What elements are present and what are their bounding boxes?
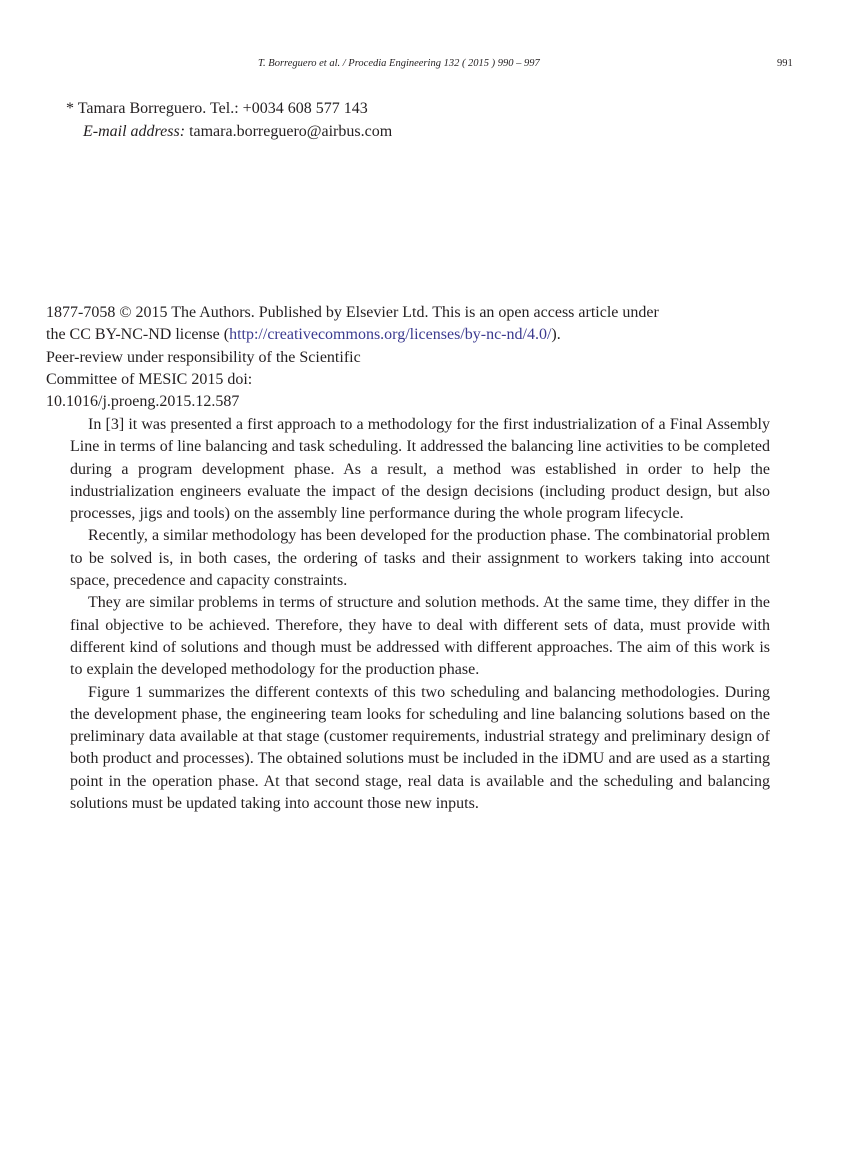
body-paragraph: They are similar problems in terms of structure and solution methods. At the same time, they differ in the final objective to be achieved. Therefore, they have to deal with different sets of data, must provide with different kind of solutions and though must be addressed with different approaches. The aim of this work is to explain the developed methodology for the production phase. [70, 594, 770, 679]
email-address: tamara.borreguero@airbus.com [189, 123, 393, 140]
page-number: 991 [777, 58, 793, 69]
author-contact-line: * Tamara Borreguero. Tel.: +0034 608 577 143 [66, 100, 368, 117]
license-line-with-link [46, 324, 786, 346]
license-block [46, 302, 786, 413]
doi-line: 10.1016/j.proeng.2015.12.587 [46, 393, 240, 411]
license-line: 1877-7058 © 2015 The Authors. Published by Elsevier Ltd. This is an open access article under [46, 304, 659, 321]
email-line [66, 120, 392, 143]
license-link[interactable]: http://creativecommons.org/licenses/by-nc-nd/4.0/ [229, 326, 552, 344]
body-paragraph: In [3] it was presented a first approach to a methodology for the first industrialization of a Final Assembly Line in terms of line balancing and task scheduling. It addressed the balancing line activities to be completed during a program development phase. As a result, a method was established in order to help the industrialization engineers evaluate the impact of the design decisions (including product design, but also processes, jigs and tools) on the assembly line performance during the whole program lifecycle. [70, 416, 770, 523]
author-footnote [66, 97, 392, 143]
body-paragraph: Recently, a similar methodology has been developed for the production phase. The combinatorial problem to be solved is, in both cases, the ordering of tasks and their assignment to workers taking into account space, precedence and capacity constraints. [70, 527, 770, 590]
running-header [0, 58, 846, 72]
peer-review-line: Peer-review under responsibility of the Scientific [46, 348, 361, 366]
article-body [70, 414, 770, 815]
committee-line: Committee of MESIC 2015 doi: [46, 370, 253, 388]
body-paragraph: Figure 1 summarizes the different contexts of this two scheduling and balancing methodologies. During the development phase, the engineering team looks for scheduling and line balancing solutions based on the preliminary data available at that stage (customer requirements, industrial strategy and preliminary design of both product and processes). The obtained solutions must be included in the iDMU and are used as a starting point in the operation phase. At that second stage, real data is available and the scheduling and balancing solutions must be updated taking into account those new inputs. [70, 683, 770, 813]
journal-citation: T. Borreguero et al. / Procedia Engineering 132 ( 2015 ) 990 – 997 [258, 58, 540, 69]
license-prefix: the CC BY-NC-ND license ( [46, 326, 230, 344]
email-label: E-mail address: [83, 123, 186, 140]
license-suffix: ). [551, 326, 561, 344]
